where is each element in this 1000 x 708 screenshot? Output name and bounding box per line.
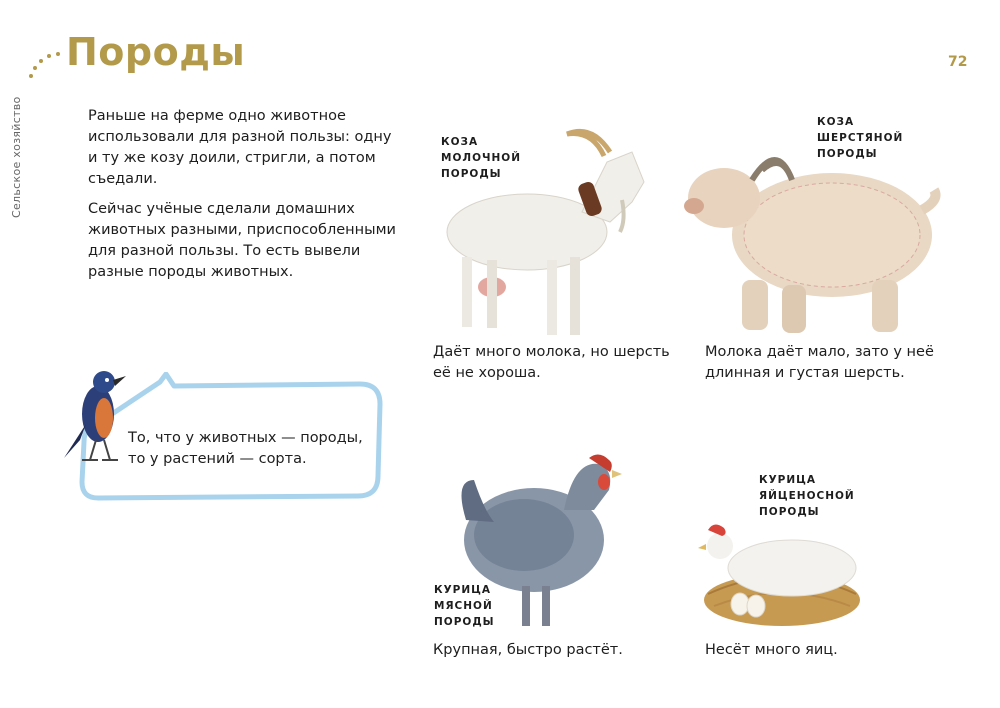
- caption-line: МЯСНОЙ: [434, 600, 493, 612]
- caption-line: КУРИЦА: [434, 584, 492, 596]
- intro-text: [88, 106, 398, 292]
- dairy-goat-illustration: [432, 122, 652, 342]
- caption-line: ПОРОДЫ: [441, 168, 502, 180]
- intro-paragraph-1: Раньше на ферме одно животное использовали для разной пользы: одну и ту же козу доили, стригли, а потом съедали.: [88, 108, 392, 187]
- caption-line: КОЗА: [441, 136, 479, 148]
- page-title: Породы: [66, 30, 246, 74]
- caption-line: ПОРОДЫ: [759, 506, 820, 518]
- description-egg-chicken: Несёт много яиц.: [705, 642, 838, 658]
- section-label: Сельское хозяйство: [10, 96, 23, 218]
- caption-line: ШЕРСТЯНОЙ: [817, 132, 904, 144]
- description-meat-chicken: Крупная, быстро растёт.: [433, 642, 623, 658]
- caption-line: ЯЙЦЕНОСНОЙ: [759, 490, 855, 502]
- wool-goat-illustration: [682, 140, 942, 340]
- caption-line: КОЗА: [817, 116, 855, 128]
- page-number: 72: [948, 54, 968, 70]
- bird-illustration: [58, 366, 130, 466]
- bubble-text: То, что у животных — породы, то у растений — сорта.: [128, 430, 363, 467]
- caption-meat-chicken: [434, 582, 495, 630]
- description-wool-goat: Молока даёт мало, зато у неё длинная и густая шерсть.: [705, 344, 934, 381]
- egg-chicken-illustration: [694, 520, 864, 632]
- intro-paragraph-2: Сейчас учёные сделали домашних животных разными, приспособленными для разной пользы. То есть вывели разные породы животных.: [88, 201, 396, 280]
- description-dairy-goat: Даёт много молока, но шерсть её не хороша.: [433, 344, 670, 381]
- caption-egg-chicken: [759, 472, 855, 520]
- caption-line: КУРИЦА: [759, 474, 817, 486]
- caption-line: МОЛОЧНОЙ: [441, 152, 522, 164]
- caption-line: ПОРОДЫ: [434, 616, 495, 628]
- decorative-dots: [22, 46, 72, 86]
- caption-line: ПОРОДЫ: [817, 148, 878, 160]
